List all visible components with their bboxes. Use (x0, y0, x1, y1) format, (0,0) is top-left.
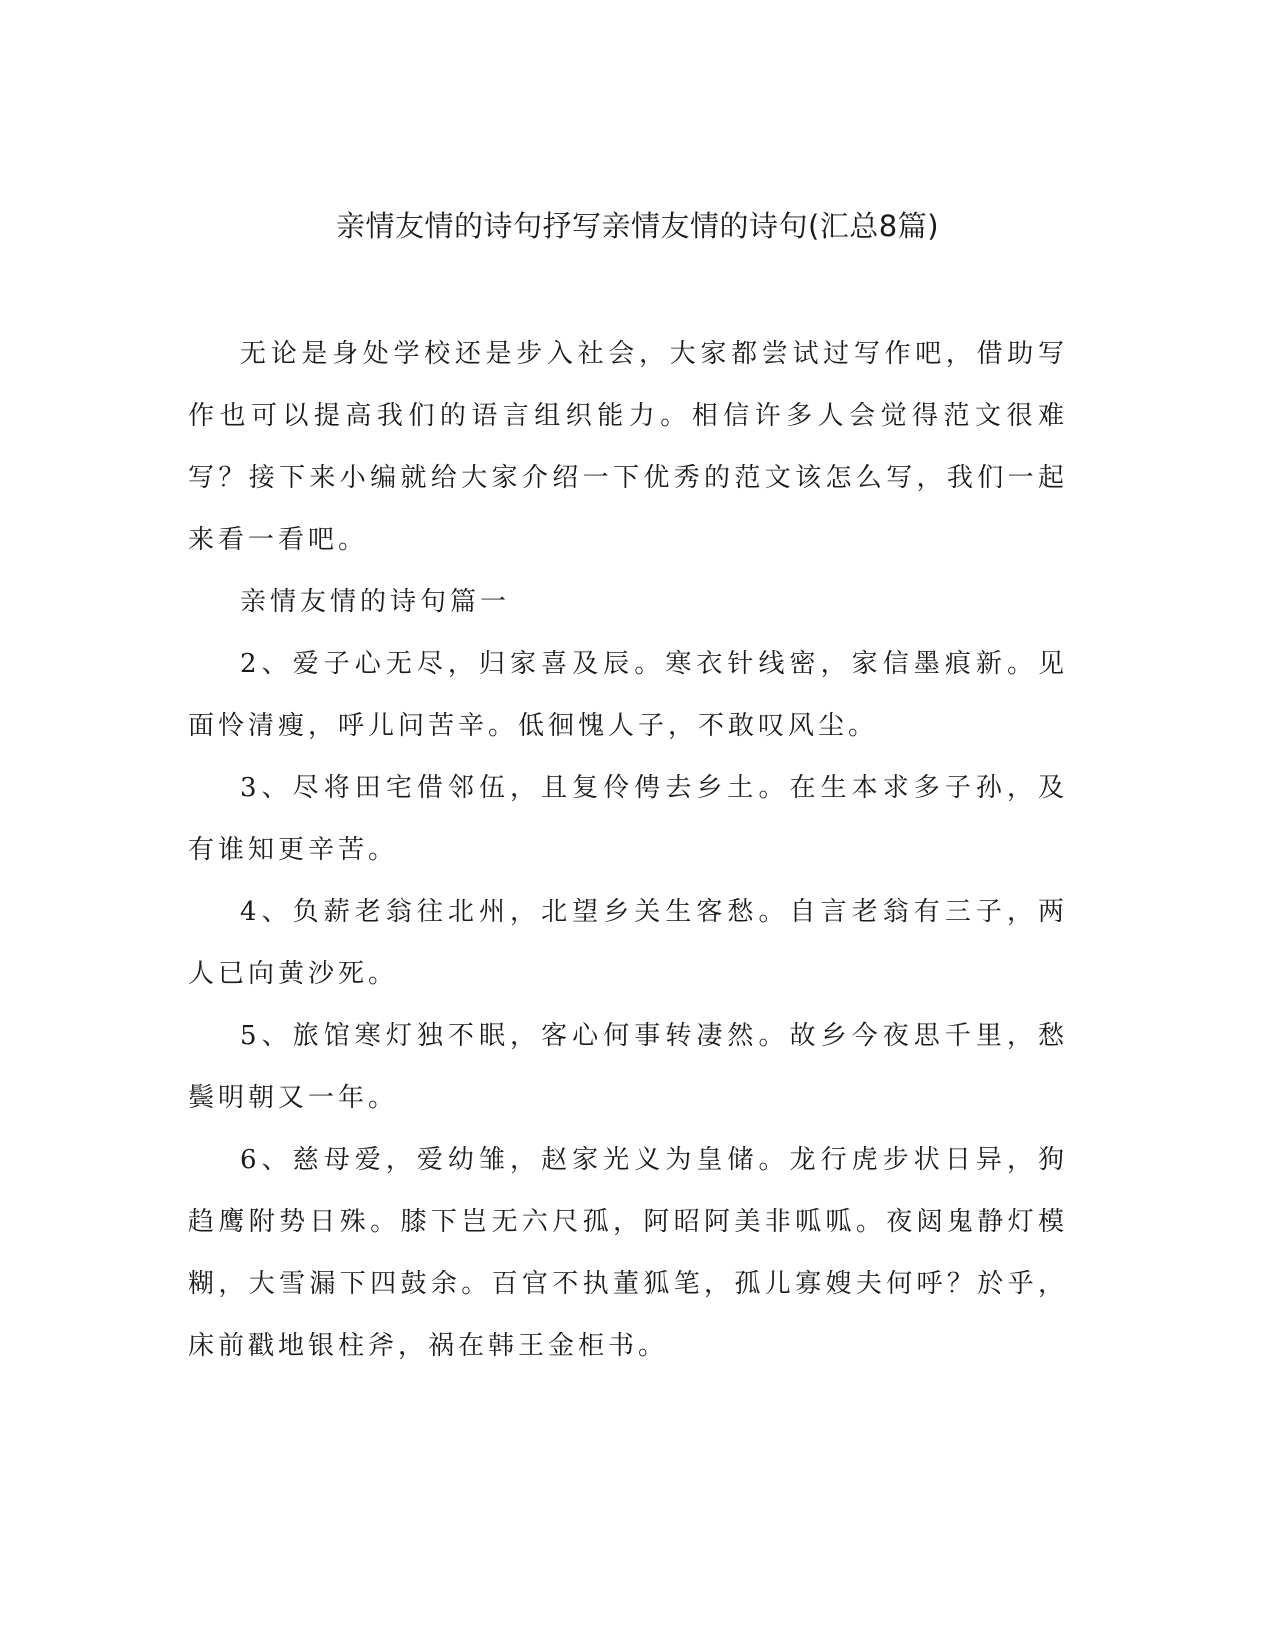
document-body (188, 323, 1068, 1377)
section-heading: 亲情友情的诗句篇一 (240, 587, 511, 617)
poem-paragraph: 5、旅馆寒灯独不眠，客心何事转凄然。故乡今夜思千里，愁鬓明朝又一年。 (188, 1021, 1068, 1113)
poem-paragraph: 6、慈母爱，爱幼雏，赵家光义为皇储。龙行虎步状日异，狗趋鹰附势日殊。膝下岂无六尺孤，阿昭阿美非呱呱。夜闼鬼静灯模糊，大雪漏下四鼓余。百官不执董狐笔，孤儿寡嫂夫何呼？於乎，床前戳地银柱斧，祸在韩王金柜书。 (188, 1145, 1068, 1361)
poem-paragraph: 4、负薪老翁往北州，北望乡关生客愁。自言老翁有三子，两人已向黄沙死。 (188, 897, 1068, 989)
document-title: 亲情友情的诗句抒写亲情友情的诗句(汇总8篇) (335, 209, 940, 243)
poem-paragraph: 2、爱子心无尽，归家喜及辰。寒衣针线密，家信墨痕新。见面怜清瘦，呼儿问苦辛。低徊愧人子，不敢叹风尘。 (188, 649, 1068, 741)
poem-paragraph: 3、尽将田宅借邻伍，且复伶俜去乡土。在生本求多子孙，及有谁知更辛苦。 (188, 773, 1068, 865)
intro-paragraph: 无论是身处学校还是步入社会，大家都尝试过写作吧，借助写作也可以提高我们的语言组织能力。相信许多人会觉得范文很难写？接下来小编就给大家介绍一下优秀的范文该怎么写，我们一起来看一看吧。 (188, 339, 1068, 555)
